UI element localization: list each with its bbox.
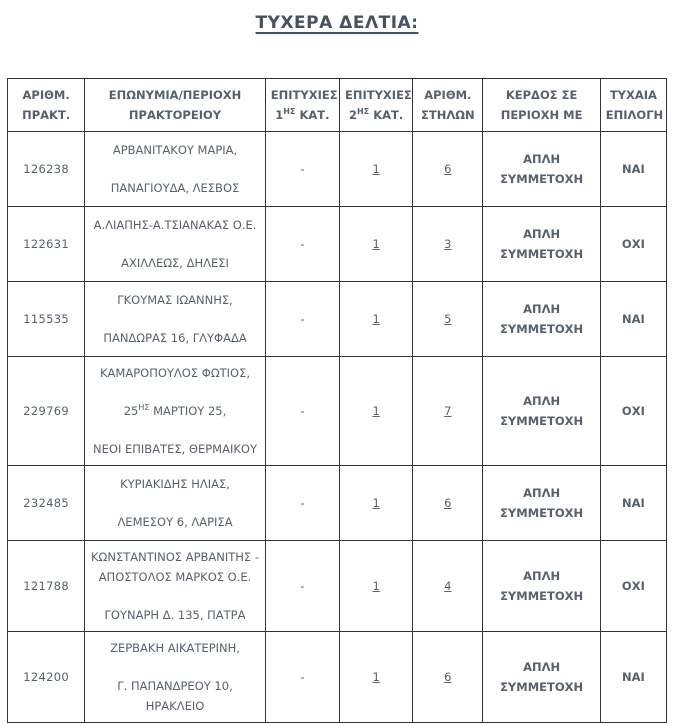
prize-area-cell: ΑΠΛΗ ΣΥΜΜΕΤΟΧΗ — [483, 282, 600, 357]
columns-count-link[interactable]: 6 — [444, 670, 452, 684]
column-header-cat2-successes — [340, 79, 413, 132]
cat1-successes-cell: - — [265, 207, 339, 282]
agency-name-cell — [85, 282, 266, 357]
agency-name-paragraph — [90, 253, 260, 273]
table-row — [8, 466, 667, 541]
agency-name-paragraph — [90, 290, 260, 310]
columns-count-cell — [413, 132, 483, 207]
prize-area-cell: ΑΠΛΗ ΣΥΜΜΕΤΟΧΗ — [483, 357, 600, 466]
columns-count-cell — [413, 466, 483, 541]
agency-name-cell — [85, 541, 266, 632]
agency-name-cell — [85, 207, 266, 282]
agency-name-line: Γ. ΠΑΠΑΝΔΡΕΟΥ 10, ΗΡΑΚΛΕΙΟ — [117, 679, 233, 713]
column-header-prize-area — [483, 79, 600, 132]
columns-count-link[interactable]: 3 — [444, 237, 452, 251]
cat1-successes-cell: - — [265, 632, 339, 723]
agency-name-paragraph — [90, 676, 260, 716]
columns-count-cell — [413, 282, 483, 357]
agency-name-paragraph — [90, 401, 260, 421]
random-selection-cell: ΝΑΙ — [600, 282, 666, 357]
agency-name-line: ΚΩΝΣΤΑΝΤΙΝΟΣ ΑΡΒΑΝΙΤΗΣ - — [91, 550, 259, 564]
page — [0, 13, 674, 723]
columns-count-link[interactable]: 7 — [444, 404, 452, 418]
column-header-cat1-successes — [265, 79, 339, 132]
column-header-random-pick — [600, 79, 666, 132]
agency-name-line: ΝΕΟΙ ΕΠΙΒΑΤΕΣ, ΘΕΡΜΑΙΚΟΥ — [93, 442, 257, 456]
table-body — [8, 132, 667, 723]
agency-name-line: ΓΚΟΥΜΑΣ ΙΩΑΝΝΗΣ, — [117, 293, 233, 307]
prize-area-cell: ΑΠΛΗ ΣΥΜΜΕΤΟΧΗ — [483, 541, 600, 632]
cat2-successes-cell — [340, 466, 413, 541]
agency-name-line: ΑΡΒΑΝΙΤΑΚΟΥ ΜΑΡΙΑ, — [112, 143, 238, 157]
cat2-successes-link[interactable]: 1 — [372, 579, 380, 593]
agency-number-cell: 124200 — [8, 632, 85, 723]
random-selection-cell: ΟΧΙ — [600, 207, 666, 282]
column-header-line: ΑΡΙΘΜ. — [424, 88, 472, 102]
agency-name-paragraph — [90, 328, 260, 348]
cat1-successes-cell: - — [265, 541, 339, 632]
prize-area-cell: ΑΠΛΗ ΣΥΜΜΕΤΟΧΗ — [483, 132, 600, 207]
agency-name-line: ΑΠΟΣΤΟΛΟΣ ΜΑΡΚΟΣ Ο.Ε. — [98, 570, 252, 584]
column-header-line: ΚΕΡΔΟΣ ΣΕ — [505, 88, 578, 102]
prize-area-cell: ΑΠΛΗ ΣΥΜΜΕΤΟΧΗ — [483, 207, 600, 282]
column-header-agency-number — [8, 79, 85, 132]
cat2-successes-link[interactable]: 1 — [372, 404, 380, 418]
table-row — [8, 541, 667, 632]
agency-name-cell — [85, 632, 266, 723]
columns-count-cell — [413, 541, 483, 632]
table-row — [8, 632, 667, 723]
columns-count-cell — [413, 632, 483, 723]
agency-name-cell — [85, 466, 266, 541]
lucky-tickets-table — [7, 78, 667, 723]
agency-name-line: ΓΟΥΝΑΡΗ Δ. 135, ΠΑΤΡΑ — [104, 608, 246, 622]
column-header-line: ΠΡΑΚΤΟΡΕΙΟΥ — [128, 108, 222, 122]
agency-number-cell: 115535 — [8, 282, 85, 357]
cat2-successes-link[interactable]: 1 — [372, 670, 380, 684]
columns-count-link[interactable]: 5 — [444, 312, 452, 326]
cat2-successes-cell — [340, 282, 413, 357]
page-title: ΤΥΧΕΡΑ ΔΕΛΤΙΑ: — [255, 13, 419, 33]
table-row — [8, 132, 667, 207]
agency-name-line: ΚΑΜΑΡΟΠΟΥΛΟΣ ΦΩΤΙΟΣ, — [100, 366, 250, 380]
table-row — [8, 207, 667, 282]
agency-name-line: ΖΕΡΒΑΚΗ ΑΙΚΑΤΕΡΙΝΗ, — [110, 641, 240, 655]
agency-name-line: ΠΑΝΑΓΙΟΥΔΑ, ΛΕΣΒΟΣ — [110, 181, 240, 195]
random-selection-cell: ΝΑΙ — [600, 466, 666, 541]
column-header-line: ΤΥΧΑΙΑ — [609, 88, 657, 102]
prize-area-cell: ΑΠΛΗ ΣΥΜΜΕΤΟΧΗ — [483, 632, 600, 723]
agency-name-paragraph — [90, 474, 260, 494]
agency-name-line: $25^{H\Sigma}$ ΜΑΡΤΙΟΥ 25, — [123, 403, 227, 418]
agency-name-paragraph — [90, 178, 260, 198]
column-header-line: ΕΠΙΤΥΧΙΕΣ — [270, 88, 338, 102]
column-header-line: ΣΤΗΛΩΝ — [421, 108, 475, 122]
agency-number-cell: 121788 — [8, 541, 85, 632]
agency-name-paragraph — [90, 439, 260, 459]
random-selection-cell: ΟΧΙ — [600, 541, 666, 632]
random-selection-cell: ΝΑΙ — [600, 132, 666, 207]
columns-count-cell — [413, 357, 483, 466]
column-header-line: ΠΡΑΚΤ. — [22, 108, 71, 122]
table-row — [8, 282, 667, 357]
random-selection-cell: ΟΧΙ — [600, 357, 666, 466]
cat1-successes-cell: - — [265, 466, 339, 541]
agency-name-line: ΚΥΡΙΑΚΙΔΗΣ ΗΛΙΑΣ, — [120, 477, 230, 491]
table-row — [8, 357, 667, 466]
agency-number-cell: 229769 — [8, 357, 85, 466]
cat2-successes-link[interactable]: 1 — [372, 237, 380, 251]
agency-name-line: ΠΑΝΔΩΡΑΣ 16, ΓΛΥΦΑΔΑ — [103, 331, 247, 345]
cat1-successes-cell: - — [265, 357, 339, 466]
column-header-line: ΕΠΙΛΟΓΗ — [605, 108, 664, 122]
column-header-line: $1^{H\Sigma}$ ΚΑΤ. — [275, 107, 330, 122]
column-header-line: ΕΠΙΤΥΧΙΕΣ — [345, 88, 412, 102]
agency-name-paragraph — [90, 215, 260, 235]
agency-name-line: ΑΧΙΛΛΕΩΣ, ΔΗΛΕΣΙ — [121, 256, 229, 270]
column-header-line: $2^{H\Sigma}$ ΚΑΤ. — [349, 107, 404, 122]
cat2-successes-cell — [340, 207, 413, 282]
cat2-successes-link[interactable]: 1 — [372, 496, 380, 510]
cat2-successes-cell — [340, 632, 413, 723]
column-header-agency-name — [85, 79, 266, 132]
cat2-successes-cell — [340, 357, 413, 466]
column-header-line: ΠΕΡΙΟΧΗ ΜΕ — [500, 108, 583, 122]
columns-count-link[interactable]: 6 — [444, 496, 452, 510]
column-header-line: ΕΠΩΝΥΜΙΑ/ΠΕΡΙΟΧΗ — [108, 88, 242, 102]
random-selection-cell: ΝΑΙ — [600, 632, 666, 723]
column-header-line: ΑΡΙΘΜ. — [22, 88, 70, 102]
agency-name-paragraph — [90, 605, 260, 625]
agency-name-line: ΛΕΜΕΣΟΥ 6, ΛΑΡΙΣΑ — [117, 515, 233, 529]
agency-name-paragraph — [90, 638, 260, 658]
agency-number-cell: 232485 — [8, 466, 85, 541]
cat1-successes-cell: - — [265, 132, 339, 207]
columns-count-link[interactable]: 4 — [444, 579, 452, 593]
cat2-successes-cell — [340, 132, 413, 207]
column-header-columns-count — [413, 79, 483, 132]
agency-name-paragraph — [90, 512, 260, 532]
columns-count-cell — [413, 207, 483, 282]
agency-number-cell: 126238 — [8, 132, 85, 207]
agency-number-cell: 122631 — [8, 207, 85, 282]
agency-name-paragraph — [90, 363, 260, 383]
agency-name-paragraph — [90, 140, 260, 160]
agency-name-cell — [85, 357, 266, 466]
prize-area-cell: ΑΠΛΗ ΣΥΜΜΕΤΟΧΗ — [483, 466, 600, 541]
header-row — [8, 79, 667, 132]
agency-name-cell — [85, 132, 266, 207]
agency-name-line: Α.ΛΙΑΠΗΣ-Α.ΤΣΙΑΝΑΚΑΣ Ο.Ε. — [93, 218, 257, 232]
cat2-successes-link[interactable]: 1 — [372, 312, 380, 326]
cat2-successes-cell — [340, 541, 413, 632]
cat1-successes-cell: - — [265, 282, 339, 357]
table-header — [8, 79, 667, 132]
cat2-successes-link[interactable]: 1 — [372, 162, 380, 176]
agency-name-paragraph — [90, 547, 260, 587]
columns-count-link[interactable]: 6 — [444, 162, 452, 176]
